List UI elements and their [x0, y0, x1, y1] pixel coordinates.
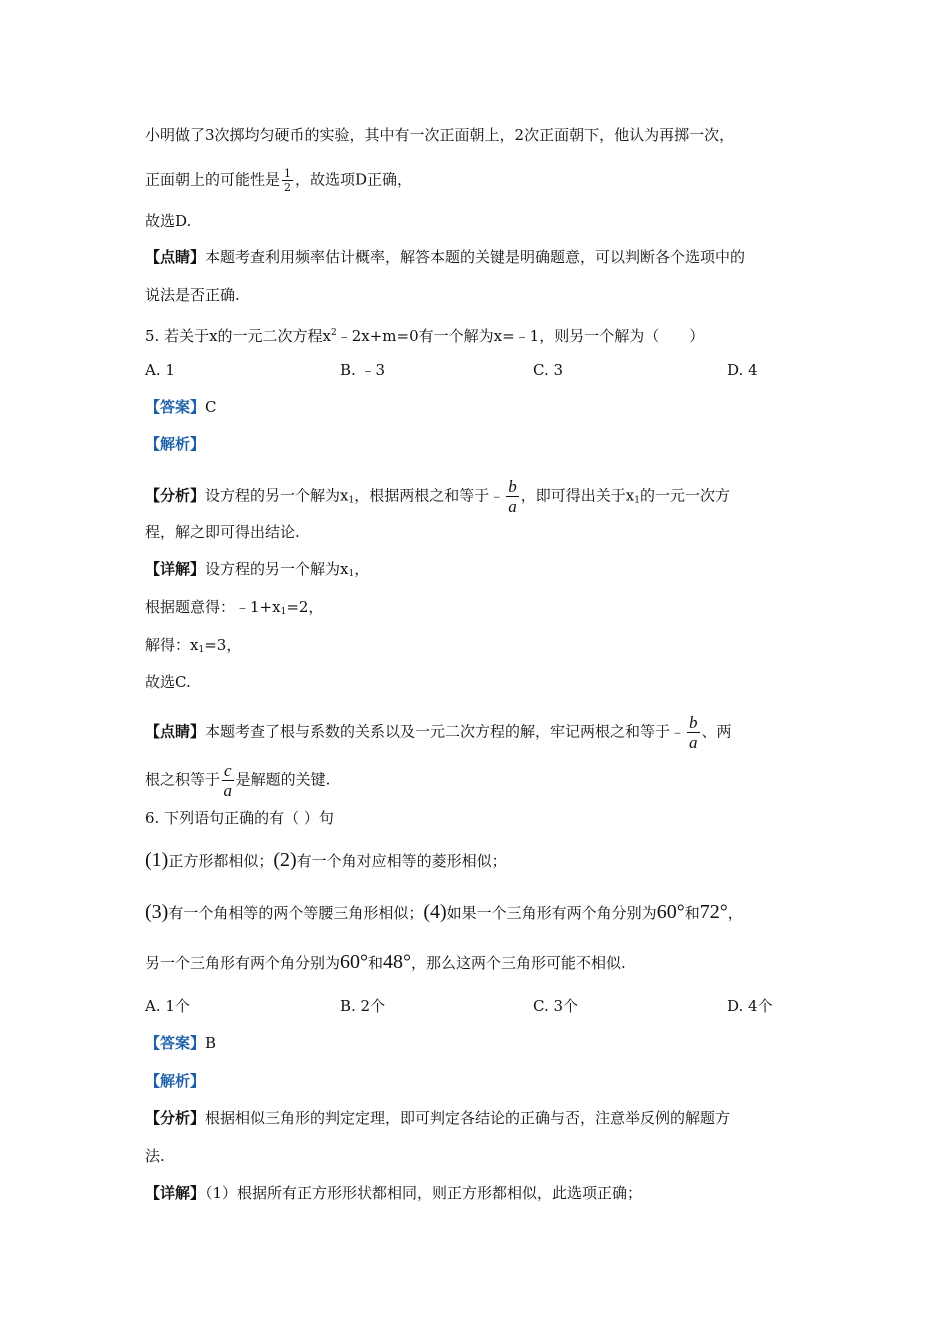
text-span: ，根据两根之和等于﹣ [354, 486, 505, 505]
subscript: 1 [634, 495, 640, 506]
note-text: 本题考查利用频率估计概率，解答本题的关键是明确题意，可以判断各个选项中的 [205, 248, 746, 266]
text-span: 另一个三角形有两个角分别为 [145, 954, 341, 972]
analysis-tag: 【解析】 [145, 1072, 206, 1090]
fraction-one-half [282, 168, 293, 193]
angle-value: 60° [340, 951, 369, 973]
text-span: 设方程的另一个解为x [205, 486, 349, 505]
fraction-numerator: b [689, 713, 698, 732]
statement-text: 有一个角对应相等的菱形相似； [296, 852, 507, 870]
statement-number: (2) [273, 849, 297, 871]
text-span: =3， [204, 636, 242, 654]
text-span: 是解题的关键. [235, 770, 331, 789]
statement-number: (3) [145, 901, 169, 923]
solution-step [145, 634, 241, 661]
fraction-denominator: 2 [284, 181, 292, 194]
note-line [145, 246, 745, 268]
note-tag: 【点睛】 [145, 722, 206, 741]
text-span: ，即可得出关于x [520, 486, 635, 505]
xiangjie-line [145, 1182, 642, 1204]
statement-number: (4) [423, 901, 447, 923]
fraction-denominator: a [508, 497, 517, 516]
statement-text: 正方形都相似； [168, 852, 274, 870]
answer-line [145, 396, 217, 418]
fraction-denominator: a [223, 781, 233, 800]
solution-step [145, 596, 323, 623]
angle-value: 60° [656, 901, 685, 923]
option-c: C. 3 [533, 361, 564, 379]
text-span: ﹣2x+m=0有一个解为x=﹣1，则另一个解为（ ） [336, 327, 705, 345]
statement-line [145, 849, 507, 872]
text-span: 根据题意得：﹣1+x [145, 598, 281, 616]
note-line [145, 714, 732, 751]
text-span: 根之积等于 [145, 770, 221, 789]
fraction-b-over-a [687, 714, 700, 751]
text-span: ，故选项D正确， [295, 170, 413, 189]
option-d: D. 4 [727, 361, 758, 379]
fraction-numerator: 1 [284, 167, 292, 180]
answer-line [145, 1032, 216, 1054]
fraction-numerator: c [224, 761, 232, 780]
answer-value: C [205, 398, 217, 416]
text-span: 和 [368, 954, 384, 972]
statement-text: 如果一个三角形有两个角分别为 [446, 904, 657, 922]
analysis-heading [145, 433, 205, 455]
text-line: 说法是否正确. [145, 286, 240, 304]
option-a: A. 1 [145, 361, 175, 379]
option-a: A. 1个 [145, 997, 190, 1015]
answer-tag: 【答案】 [145, 398, 206, 416]
text-span: 和 [684, 904, 700, 922]
subscript: 1 [348, 569, 355, 579]
answer-tag: 【答案】 [145, 1034, 206, 1052]
statement-number: (1) [145, 849, 169, 871]
fenxi-line [145, 1107, 730, 1129]
text-span: =2， [286, 598, 324, 616]
fenxi-tag: 【分析】 [145, 486, 206, 505]
text-span: 5. 若关于x的一元二次方程x [145, 327, 331, 345]
text-span: ， [354, 560, 370, 578]
question-5-stem [145, 322, 704, 347]
note-tag: 【点睛】 [145, 248, 206, 266]
text-span: 的一元一次方 [639, 486, 730, 505]
superscript: 2 [331, 328, 337, 338]
text-line: 故选D. [145, 212, 192, 230]
fraction-denominator: a [689, 733, 698, 752]
option-d: D. 4个 [727, 997, 773, 1015]
answer-value: B [205, 1034, 217, 1052]
text-line [145, 168, 412, 193]
analysis-heading [145, 1070, 205, 1092]
note-line [145, 762, 330, 799]
subscript: 1 [198, 645, 205, 655]
text-span: 解得：x [145, 636, 199, 654]
statement-line [145, 951, 626, 974]
subscript: 1 [348, 495, 355, 506]
text-span: ，那么这两个三角形可能不相似. [411, 954, 626, 972]
text-span: 正面朝上的可能性是 [145, 170, 281, 189]
statement-text: 有一个角相等的两个等腰三角形相似； [168, 904, 424, 922]
subscript: 1 [280, 607, 287, 617]
statement-line [145, 901, 743, 924]
xiangjie-tag: 【详解】 [145, 1184, 206, 1202]
option-b: B. ﹣3 [340, 361, 386, 379]
text-span: 、两 [701, 722, 732, 741]
angle-value: 48° [383, 951, 412, 973]
angle-value: 72° [699, 901, 728, 923]
fenxi-tag: 【分析】 [145, 1109, 206, 1127]
xiangjie-tag: 【详解】 [145, 560, 206, 578]
text-span: 本题考查了根与系数的关系以及一元二次方程的解，牢记两根之和等于﹣ [205, 722, 686, 741]
text-span: ， [727, 904, 743, 922]
text-span: 根据相似三角形的判定定理，即可判定各结论的正确与否，注意举反例的解题方 [205, 1109, 731, 1127]
text-span: （1）根据所有正方形形状都相同，则正方形都相似，此选项正确； [205, 1184, 643, 1202]
text-line: 法. [145, 1147, 165, 1165]
fenxi-line [145, 478, 730, 515]
text-span: 设方程的另一个解为x [205, 560, 349, 578]
analysis-tag: 【解析】 [145, 435, 206, 453]
option-c: C. 3个 [533, 997, 579, 1015]
text-line: 小明做了3次掷均匀硬币的实验，其中有一次正面朝上，2次正面朝下，他认为再掷一次， [145, 126, 735, 144]
fraction-numerator: b [508, 477, 517, 496]
fraction-c-over-a [222, 762, 234, 799]
xiangjie-line [145, 558, 369, 585]
fraction-b-over-a [506, 478, 519, 515]
option-b: B. 2个 [340, 997, 386, 1015]
text-line: 故选C. [145, 673, 191, 691]
text-line: 程，解之即可得出结论. [145, 523, 300, 541]
question-6-stem: 6. 下列语句正确的有（ ）句 [145, 809, 334, 827]
